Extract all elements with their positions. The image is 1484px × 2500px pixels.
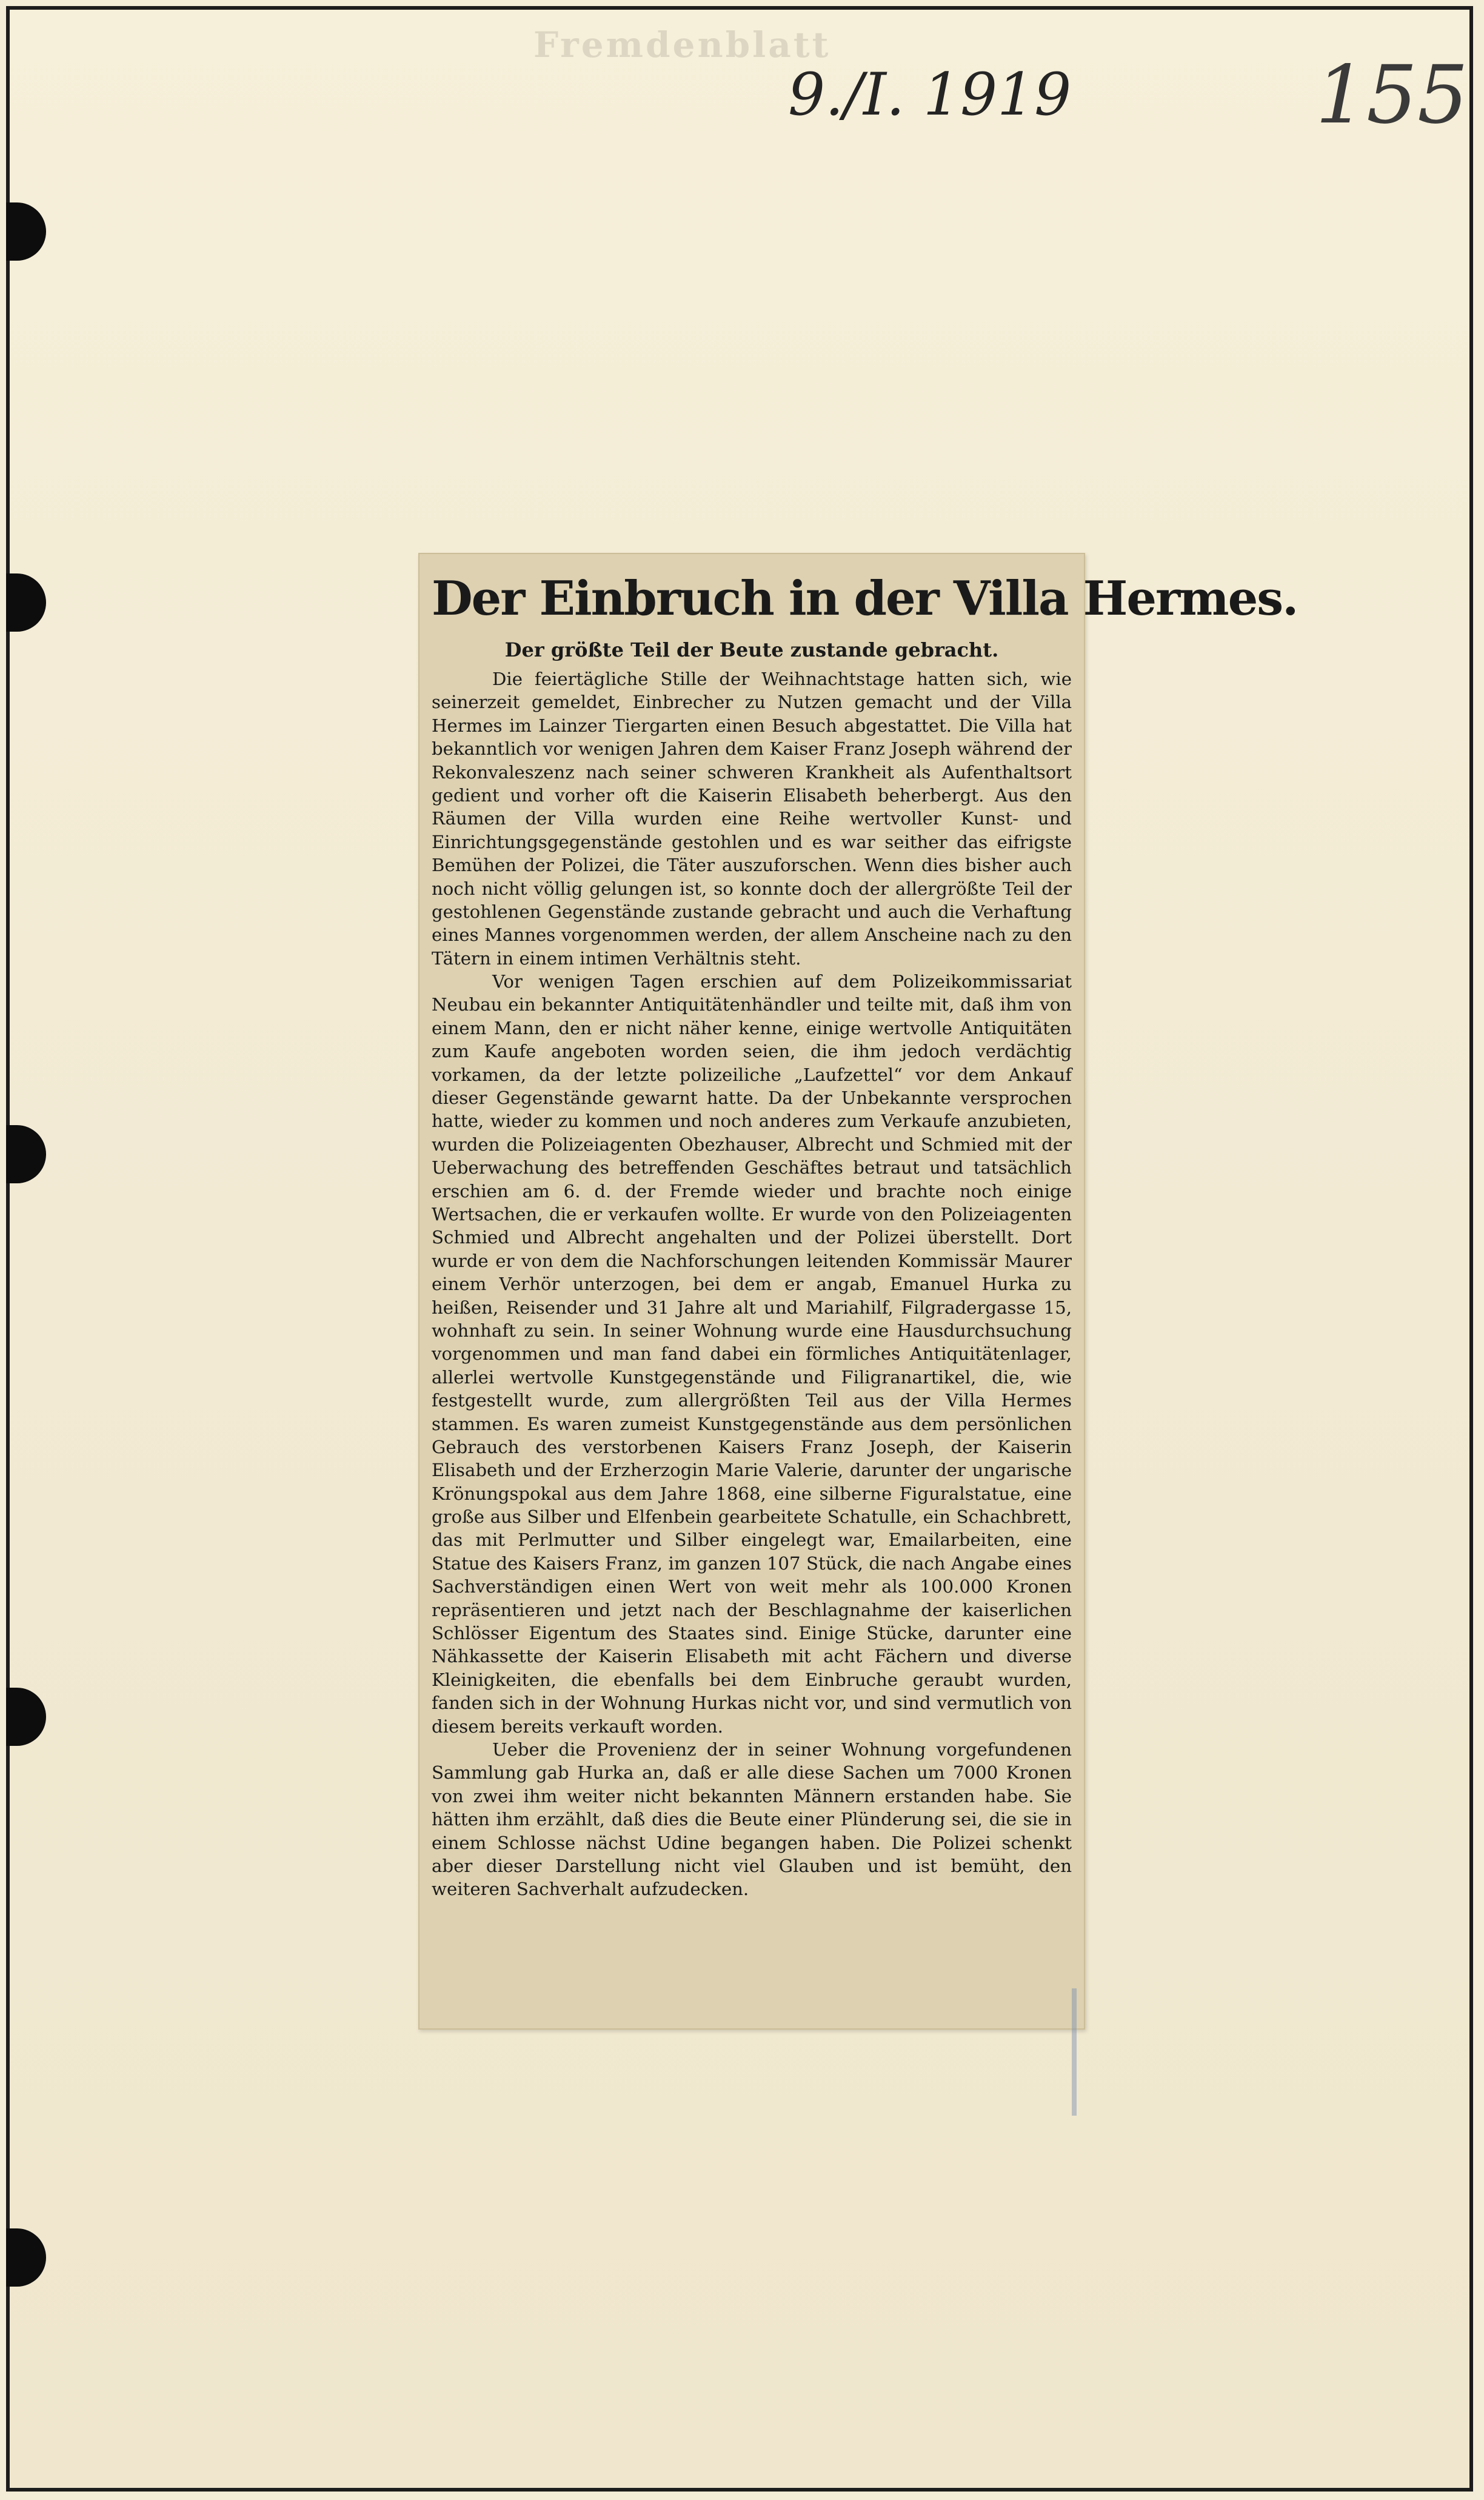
handwritten-folio-number: 155 — [1315, 48, 1468, 142]
article-paragraph: Die feiertägliche Stille der Weihnachtstage hatten sich, wie seinerzeit gemeldet, Einbrecher zu Nutzen gemacht und der Villa Hermes im Lainzer Tiergarten einen Besuch abgestattet. Die Villa hat bekanntlich vor wenigen Jahren dem Kaiser Franz Joseph während der Rekonvaleszenz nach seiner schweren Krankheit als Aufenthaltsort gedient und vorher oft die Kaiserin Elisabeth beherbergt. Aus den Räumen der Villa wurden eine Reihe wertvoller Kunst- und Einrichtungsgegenstände gestohlen und es war seither das eifrigste Bemühen der Polizei, die Täter auszuforschen. Wenn dies bisher auch noch nicht völlig gelungen ist, so konnte doch der allergrößte Teil der gestohlenen Gegenstände zustande gebracht und auch die Verhaftung eines Mannes vorgenommen werden, der allem Anscheine nach zu den Tätern in einem intimen Verhältnis steht. — [432, 669, 1072, 969]
handwritten-date: 9./I. 1919 — [788, 61, 1072, 129]
ink-mark — [1072, 1988, 1077, 2116]
punch-hole — [6, 2228, 46, 2287]
punch-hole — [6, 202, 46, 261]
article-paragraph: Vor wenigen Tagen erschien auf dem Polizeikommissariat Neubau ein bekannter Antiquitätenhändler und teilte mit, daß ihm von einem Mann, den er nicht näher kenne, einige wertvolle Antiquitäten zum Kaufe angeboten worden seien, die ihm jedoch verdächtig vorkamen, da der letzte polizeiliche „Laufzettel“ vor dem Ankauf dieser Gegenstände gewarnt hatte. Da der Unbekannte versprochen hatte, wieder zu kommen und noch anderes zum Verkaufe anzubieten, wurden die Polizeiagenten Obezhauser, Albrecht und Schmied mit der Ueberwachung des betreffenden Geschäftes betraut und tatsächlich erschien am 6. d. der Fremde wieder und brachte noch einige Wertsachen, die er verkaufen wollte. Er wurde von den Polizeiagenten Schmied und Albrecht angehalten und der Polizei überstellt. Dort wurde er von dem die Nachforschungen leitenden Kommissär Maurer einem Verhör unterzogen, bei dem er angab, Emanuel Hurka zu heißen, Reisender und 31 Jahre alt und Mariahilf, Filgradergasse 15, wohnhaft zu sein. In seiner Wohnung wurde eine Hausdurchsuchung vorgenommen und man fand dabei ein förmliches Antiquitätenlager, allerlei wertvolle Kunstgegenstände und Filigranartikel, die, wie festgestellt wurde, zum allergrößten Teil aus der Villa Hermes stammen. Es waren zumeist Kunstgegenstände aus dem persönlichen Gebrauch des verstorbenen Kaisers Franz Joseph, der Kaiserin Elisabeth und der Erzherzogin Marie Valerie, darunter der ungarische Krönungspokal aus dem Jahre 1868, eine silberne Figuralstatue, eine große aus Silber und Elfenbein gearbeitete Schatulle, ein Schachbrett, das mit Perlmutter und Silber eingelegt war, Emailarbeiten, eine Statue des Kaisers Franz, im ganzen 107 Stück, die nach Angabe eines Sachverständigen einen Wert von weit mehr als 100.000 Kronen repräsentieren und jetzt nach der Beschlagnahme der kaiserlichen Schlösser Eigentum des Staates sind. Einige Stücke, darunter eine Nähkassette der Kaiserin Elisabeth mit acht Fächern und diverse Kleinigkeiten, die ebenfalls bei dem Einbruche geraubt wurden, fanden sich in der Wohnung Hurkas nicht vor, und sind vermutlich von diesem bereits verkauft worden. — [432, 971, 1072, 1737]
article-paragraph: Ueber die Provenienz der in seiner Wohnung vorgefundenen Sammlung gab Hurka an, daß er alle diese Sachen um 7000 Kronen von zwei ihm weiter nicht bekannten Männern erstanden habe. Sie hätten ihm erzählt, daß dies die Beute einer Plünderung sei, die sie in einem Schlosse nächst Udine begangen haben. Die Polizei schenkt aber dieser Darstellung nicht viel Glauben und ist bemüht, den weiteren Sachverhalt aufzudecken. — [432, 1739, 1072, 1900]
punch-hole — [6, 1125, 46, 1183]
punch-hole — [6, 573, 46, 632]
punch-hole — [6, 1688, 46, 1746]
article-headline: Der Einbruch in der Villa Hermes. — [432, 571, 1298, 626]
newspaper-clipping — [418, 553, 1298, 2030]
article-subhead: Der größte Teil der Beute zustande gebracht. — [504, 638, 999, 661]
faded-stamp: Fremdenblatt — [533, 24, 831, 65]
article-body — [432, 667, 1072, 1901]
